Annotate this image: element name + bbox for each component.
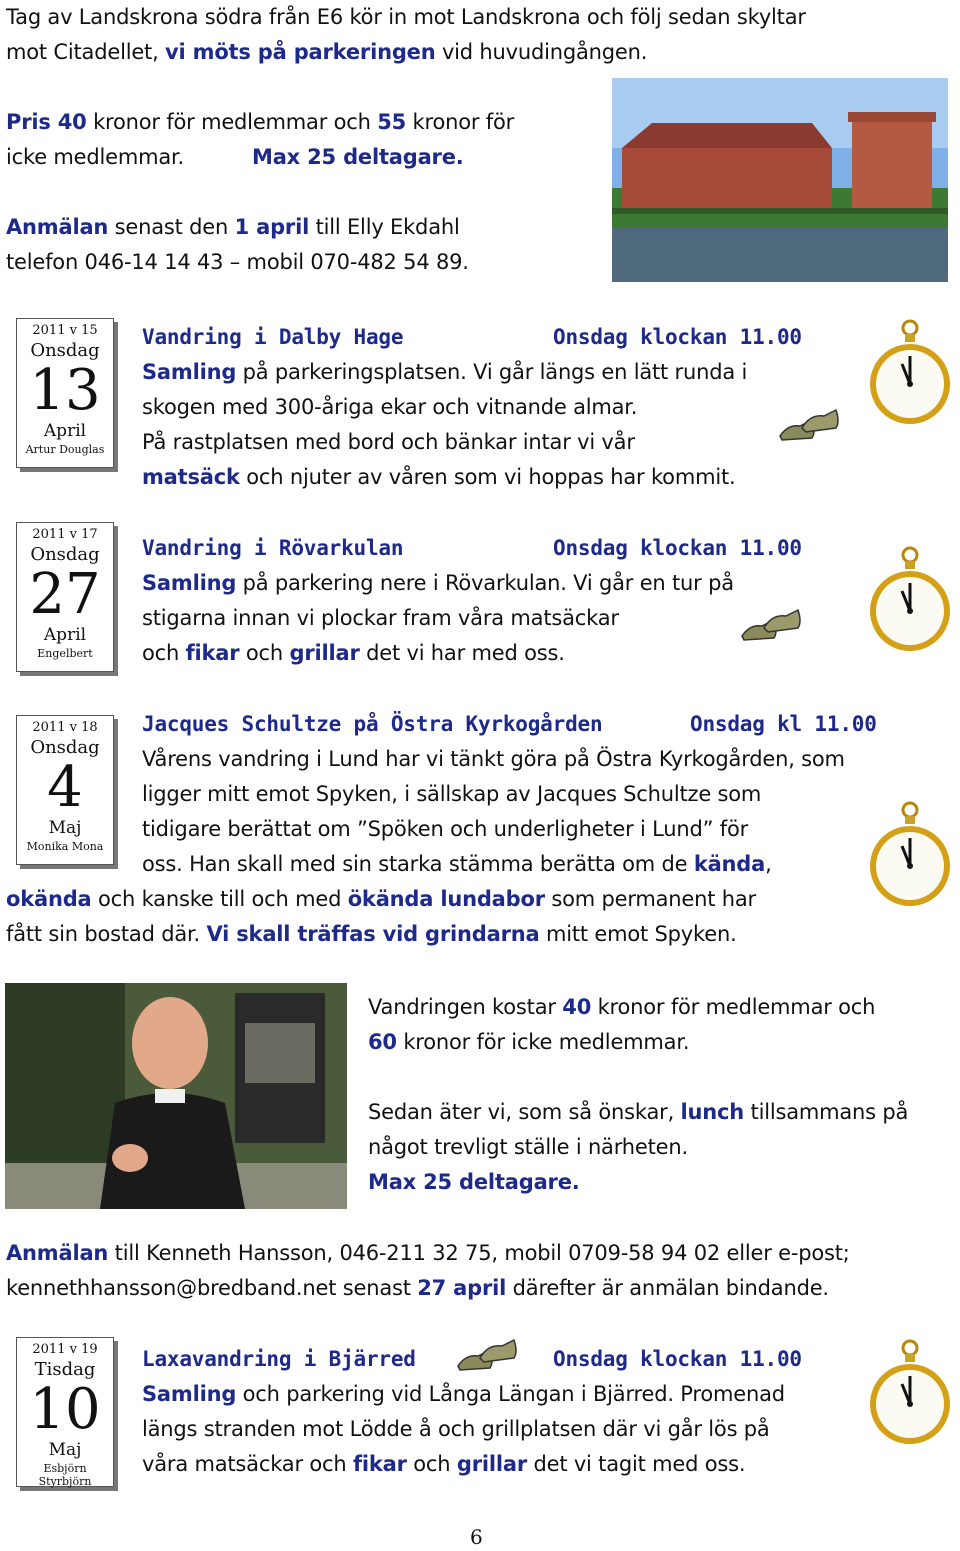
intro-price-line — [6, 105, 514, 140]
intro-phone: telefon 046-14 14 43 – mobil 070-482 54 89. — [6, 250, 469, 274]
text: på parkeringsplatsen. Vi går längs en lätt runda i — [242, 360, 748, 384]
citadel-photo — [612, 78, 948, 282]
text: kronor för medlemmar och — [93, 110, 371, 134]
highlight: grillar — [289, 641, 360, 665]
event-title: Laxavandring i Bjärred — [142, 1347, 416, 1371]
text: på parkering nere i Rövarkulan. Vi går en tur på — [242, 571, 734, 595]
event-text — [6, 917, 737, 952]
event-text: längs stranden mot Lödde å och grillplatsen där vi går lös på — [142, 1417, 770, 1441]
event-text — [142, 636, 565, 671]
text: kronor för medlemmar och — [597, 995, 876, 1019]
lunch-line — [368, 1095, 908, 1130]
pocket-watch-icon — [866, 800, 954, 910]
event-time: Onsdag klockan 11.00 — [553, 536, 802, 560]
price-nonmember: 55 — [377, 110, 407, 134]
intro-line-2 — [6, 35, 647, 70]
calendar-date: 27 — [29, 562, 101, 627]
pocket-watch-icon — [866, 545, 954, 655]
event-text — [142, 460, 735, 495]
registration-label: Anmälan — [6, 1241, 109, 1265]
event-time: Onsdag kl 11.00 — [690, 712, 877, 736]
text: och njuter av våren som vi hoppas har kommit. — [246, 465, 736, 489]
event-time: Onsdag klockan 11.00 — [553, 1347, 802, 1371]
page-number: 6 — [470, 1525, 483, 1549]
highlight: Samling — [142, 360, 237, 384]
event-text: Vårens vandring i Lund har vi tänkt göra på Östra Kyrkogården, som — [142, 747, 845, 771]
price-nonmember: 60 — [368, 1030, 397, 1054]
event-text — [142, 1447, 745, 1482]
highlight: matsäck — [142, 465, 240, 489]
highlight: Samling — [142, 571, 237, 595]
price-member: 40 — [562, 995, 592, 1019]
highlight: grillar — [456, 1452, 527, 1476]
text: och — [413, 1452, 451, 1476]
calendar-month: Maj — [48, 1440, 82, 1460]
text: det vi tagit med oss. — [533, 1452, 746, 1476]
text: Tag av Landskrona södra från E6 kör in mot Landskrona och följ sedan skyltar — [6, 5, 806, 29]
calendar-weekday: Tisdag — [34, 1359, 96, 1380]
text: och — [142, 641, 180, 665]
calendar-week: 2011 v 19 — [32, 1342, 98, 1357]
calendar-week: 2011 v 18 — [32, 720, 98, 735]
registration-label: Anmälan — [6, 215, 109, 239]
event-title: Vandring i Rövarkulan — [142, 536, 404, 560]
text: Vandringen kostar — [368, 995, 556, 1019]
event-time: Onsdag klockan 11.00 — [553, 325, 802, 349]
event-text — [142, 566, 734, 601]
calendar-nameday: Artur Douglas — [25, 443, 105, 456]
event-text — [142, 1377, 785, 1412]
text: kronor för icke medlemmar. — [403, 1030, 690, 1054]
cost-line-2 — [368, 1025, 689, 1060]
calendar-nameday: Monika Mona — [26, 840, 104, 853]
text: och kanske till och med — [98, 887, 342, 911]
walking-shoes-icon — [456, 1336, 520, 1376]
text: och — [245, 641, 284, 665]
calendar-week: 2011 v 15 — [32, 323, 98, 338]
text: till Kenneth Hansson, 046-211 32 75, mobil 0709-58 94 02 eller e-post; — [114, 1241, 850, 1265]
event-title: Jacques Schultze på Östra Kyrkogården — [142, 712, 603, 736]
text: Sedan äter vi, som så önskar, — [368, 1100, 675, 1124]
max-participants: Max 25 deltagare. — [368, 1170, 580, 1194]
text: därefter är anmälan bindande. — [512, 1276, 829, 1300]
text: fått sin bostad där. — [6, 922, 200, 946]
registration-line-2 — [6, 1271, 829, 1306]
calendar-week: 2011 v 17 — [32, 527, 98, 542]
calendar-month: Maj — [48, 818, 82, 838]
text: , — [765, 852, 772, 876]
text: senast den — [114, 215, 229, 239]
text: det vi har med oss. — [366, 641, 565, 665]
cost-line — [368, 990, 875, 1025]
calendar-page — [16, 318, 114, 468]
highlight: okända — [6, 887, 92, 911]
text: som permanent har — [551, 887, 756, 911]
calendar-date: 10 — [29, 1377, 101, 1442]
meeting-place: Vi skall träffas vid grindarna — [206, 922, 540, 946]
text: oss. Han skall med sin starka stämma berätta om de — [142, 852, 688, 876]
calendar-month: April — [43, 625, 87, 645]
text: våra matsäckar och — [142, 1452, 347, 1476]
calendar-page — [16, 1337, 114, 1487]
walking-shoes-icon — [740, 606, 804, 646]
event-text: tidigare berättat om ”Spöken och underligheter i Lund” för — [142, 817, 749, 841]
text: vid huvudingången. — [441, 40, 648, 64]
text: mitt emot Spyken. — [545, 922, 737, 946]
calendar-nameday: Esbjörn Styrbjörn — [38, 1462, 92, 1488]
calendar-nameday: Engelbert — [37, 647, 93, 660]
highlight: ökända lundabor — [347, 887, 545, 911]
intro-registration — [6, 210, 460, 245]
calendar-month: April — [43, 421, 87, 441]
text: kronor för — [412, 110, 515, 134]
event-text: skogen med 300-åriga ekar och vitnande almar. — [142, 395, 638, 419]
deadline: 1 april — [234, 215, 310, 239]
event-text: På rastplatsen med bord och bänkar intar vi vår — [142, 430, 635, 454]
event-title: Vandring i Dalby Hage — [142, 325, 404, 349]
pocket-watch-icon — [866, 1338, 954, 1448]
intro-line-1 — [6, 0, 806, 35]
walking-shoes-icon — [778, 406, 842, 446]
calendar-page — [16, 715, 114, 865]
text: och parkering vid Långa Längan i Bjärred. Promenad — [242, 1382, 785, 1406]
intro-price-line-2 — [6, 140, 464, 175]
max-participants: Max 25 deltagare. — [252, 145, 464, 169]
pocket-watch-icon — [866, 318, 954, 428]
highlight: fikar — [352, 1452, 407, 1476]
event-text: stigarna innan vi plockar fram våra matsäckar — [142, 606, 619, 630]
text: tillsammans på — [750, 1100, 909, 1124]
calendar-weekday: Onsdag — [30, 737, 100, 758]
event-text — [6, 882, 756, 917]
highlight: kända — [693, 852, 766, 876]
calendar-date: 4 — [47, 755, 83, 820]
text: mot Citadellet, — [6, 40, 159, 64]
registration-line — [6, 1236, 850, 1271]
price-member: Pris 40 — [6, 110, 87, 134]
deadline: 27 april — [417, 1276, 507, 1300]
event-text — [142, 355, 747, 390]
lunch-line-2: något trevligt ställe i närheten. — [368, 1135, 688, 1159]
meeting-place: vi möts på parkeringen — [165, 40, 436, 64]
highlight: fikar — [185, 641, 240, 665]
calendar-page — [16, 522, 114, 672]
calendar-date: 13 — [29, 358, 101, 423]
email-link[interactable]: kennethhansson@bredband.net senast — [6, 1276, 411, 1300]
highlight: lunch — [680, 1100, 745, 1124]
calendar-weekday: Onsdag — [30, 544, 100, 565]
highlight: Samling — [142, 1382, 237, 1406]
calendar-weekday: Onsdag — [30, 340, 100, 361]
event-text — [142, 847, 772, 882]
event-text: ligger mitt emot Spyken, i sällskap av Jacques Schultze som — [142, 782, 762, 806]
guide-photo — [5, 983, 347, 1209]
text: till Elly Ekdahl — [315, 215, 460, 239]
text: icke medlemmar. — [6, 145, 185, 169]
